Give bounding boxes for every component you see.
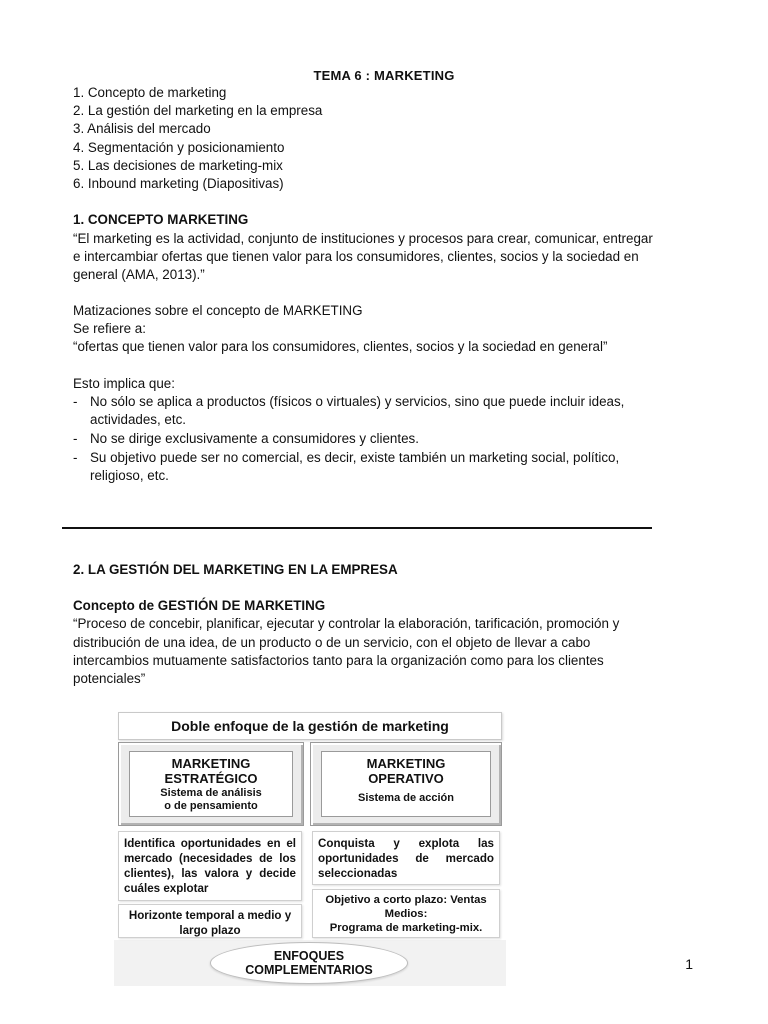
strategic-title-line: ESTRATÉGICO — [164, 771, 258, 786]
strategic-subtitle-line: Sistema de análisis — [160, 787, 262, 799]
operative-objective-line: Medios: — [384, 908, 428, 920]
operative-objective-line: Programa de marketing-mix. — [329, 922, 483, 934]
bullet-text: No se dirige exclusivamente a consumidores y clientes. — [90, 431, 419, 446]
refers-to-quote: “ofertas que tienen valor para los consumidores, clientes, socios y la sociedad en general” — [73, 339, 608, 354]
nuances-title: Matizaciones sobre el concepto de MARKETING — [73, 303, 363, 318]
definition-line: general (AMA, 2013).” — [73, 267, 205, 282]
page-title: TEMA 6 : MARKETING — [313, 68, 455, 83]
toc-item: 2. La gestión del marketing en la empresa — [73, 103, 323, 118]
operative-subtitle: Sistema de acción — [358, 792, 454, 804]
bullet-text: religioso, etc. — [90, 468, 169, 483]
oval-text-line: COMPLEMENTARIOS — [245, 963, 373, 977]
strategic-marketing-box — [118, 742, 304, 826]
section-1-heading: 1. CONCEPTO MARKETING — [73, 212, 249, 227]
bullet-item — [73, 393, 673, 430]
toc-item: 1. Concepto de marketing — [73, 85, 227, 100]
bullet-marker: - — [73, 431, 78, 446]
implies-label: Esto implica que: — [73, 376, 175, 391]
complementary-approaches-oval — [210, 942, 408, 984]
strategic-description: Identifica oportunidades en el mercado (necesidades de los clientes), las valora y decide cuáles explotar — [118, 831, 302, 901]
operative-marketing-inner — [321, 751, 491, 817]
bullet-text: Su objetivo puede ser no comercial, es decir, existe también un marketing social, político, — [90, 450, 620, 465]
section-divider — [62, 527, 652, 529]
operative-title — [367, 756, 446, 786]
definition-line: distribución de una idea, de un producto o de un servicio, con el objeto de llevar a cabo — [73, 635, 591, 650]
section-2-heading: 2. LA GESTIÓN DEL MARKETING EN LA EMPRESA — [73, 562, 398, 577]
marketing-approach-diagram — [114, 706, 506, 986]
toc-item: 3. Análisis del mercado — [73, 121, 211, 136]
strategic-title — [165, 756, 258, 786]
operative-marketing-box — [310, 742, 502, 826]
strategic-subtitle-line: o de pensamiento — [164, 799, 258, 812]
toc-item: 4. Segmentación y posicionamiento — [73, 140, 285, 155]
bullet-text: No sólo se aplica a productos (físicos o virtuales) y servicios, sino que puede incluir ideas, — [90, 394, 625, 409]
definition-line: “El marketing es la actividad, conjunto de instituciones y procesos para crear, comunicar, entregar — [73, 231, 653, 246]
operative-objectives — [312, 889, 500, 938]
definition-line: “Proceso de concebir, planificar, ejecutar y controlar la elaboración, tarificación, promoción y — [73, 616, 620, 631]
operative-objective-line: Objetivo a corto plazo: Ventas — [325, 894, 487, 906]
strategic-marketing-inner — [129, 751, 293, 817]
operative-title-line: OPERATIVO — [368, 771, 444, 786]
strategic-title-line: MARKETING — [171, 756, 251, 771]
strategic-subtitle — [160, 787, 262, 812]
bullet-item — [73, 449, 673, 486]
operative-title-line: MARKETING — [366, 756, 446, 771]
bullet-item — [73, 430, 673, 449]
section-2-subheading: Concepto de GESTIÓN DE MARKETING — [73, 598, 326, 613]
operative-description: Conquista y explota las oportunidades de mercado seleccionadas — [312, 831, 500, 885]
bullet-text: actividades, etc. — [90, 412, 187, 427]
strategic-horizon: Horizonte temporal a medio y largo plazo — [118, 904, 302, 938]
oval-text-line: ENFOQUES — [273, 949, 345, 963]
definition-line: e intercambiar ofertas que tienen valor para los consumidores, clientes, socios y la sociedad en — [73, 249, 639, 264]
toc-item: 5. Las decisiones de marketing-mix — [73, 158, 283, 173]
definition-line: potenciales” — [73, 671, 146, 686]
toc-item: 6. Inbound marketing (Diapositivas) — [73, 176, 284, 191]
refers-to-label: Se refiere a: — [73, 321, 146, 336]
page-number: 1 — [685, 956, 693, 972]
diagram-title: Doble enfoque de la gestión de marketing — [118, 712, 502, 740]
bullet-marker: - — [73, 394, 78, 409]
definition-line: intercambios mutuamente satisfactorios tanto para la organización como para los clientes — [73, 653, 604, 668]
bullet-marker: - — [73, 450, 78, 465]
